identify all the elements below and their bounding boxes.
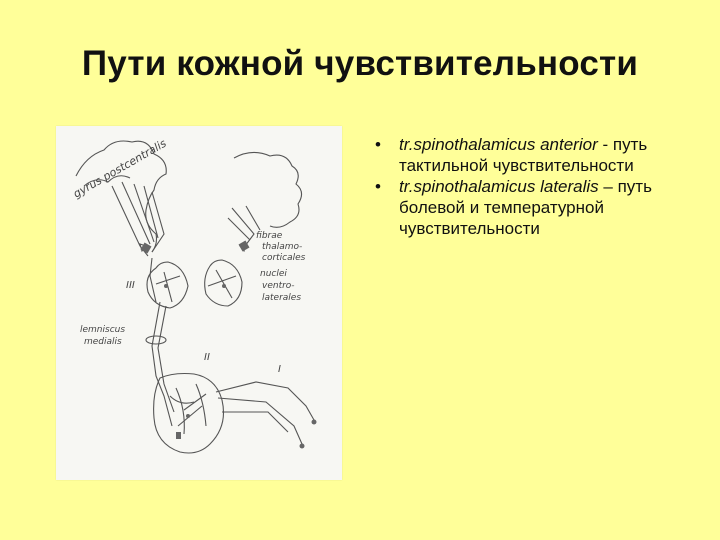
bullet-marker: • <box>375 177 381 196</box>
bullet-text: – путь болевой и температурной чувствительности <box>399 177 652 238</box>
right-cortex-outline <box>234 152 302 227</box>
roman-three: III <box>126 280 135 291</box>
nuclei-label-1: nuclei <box>260 269 287 279</box>
bullet-list <box>367 134 687 239</box>
lemniscus-label-2: medialis <box>84 337 122 347</box>
lemniscus-oval <box>146 336 166 344</box>
roman-one: I <box>278 364 281 375</box>
roman-two: II <box>204 352 210 363</box>
bullet-term: tr.spinothalamicus anterior <box>399 135 598 154</box>
bullet-term: tr.spinothalamicus lateralis <box>399 177 599 196</box>
bullet-marker: • <box>375 135 381 154</box>
bullet-item <box>367 134 687 176</box>
fibrae-label-1: fibrae <box>256 231 283 241</box>
nuclei-label-3: laterales <box>262 293 302 303</box>
fibrae-label-3: corticales <box>262 253 306 263</box>
slide-title: Пути кожной чувствительности <box>81 44 639 83</box>
bullet-item <box>367 176 687 239</box>
lemniscus-label-1: lemniscus <box>80 325 126 335</box>
bullet-text: - путь тактильной чувствительности <box>399 135 648 175</box>
nuclei-label-2: ventro- <box>262 281 295 291</box>
left-cortex-outline <box>76 141 166 252</box>
fibrae-label-2: thalamo- <box>262 242 303 252</box>
pathway-diagram <box>56 126 342 480</box>
gyrus-label: gyrus postcentralis <box>71 136 169 201</box>
